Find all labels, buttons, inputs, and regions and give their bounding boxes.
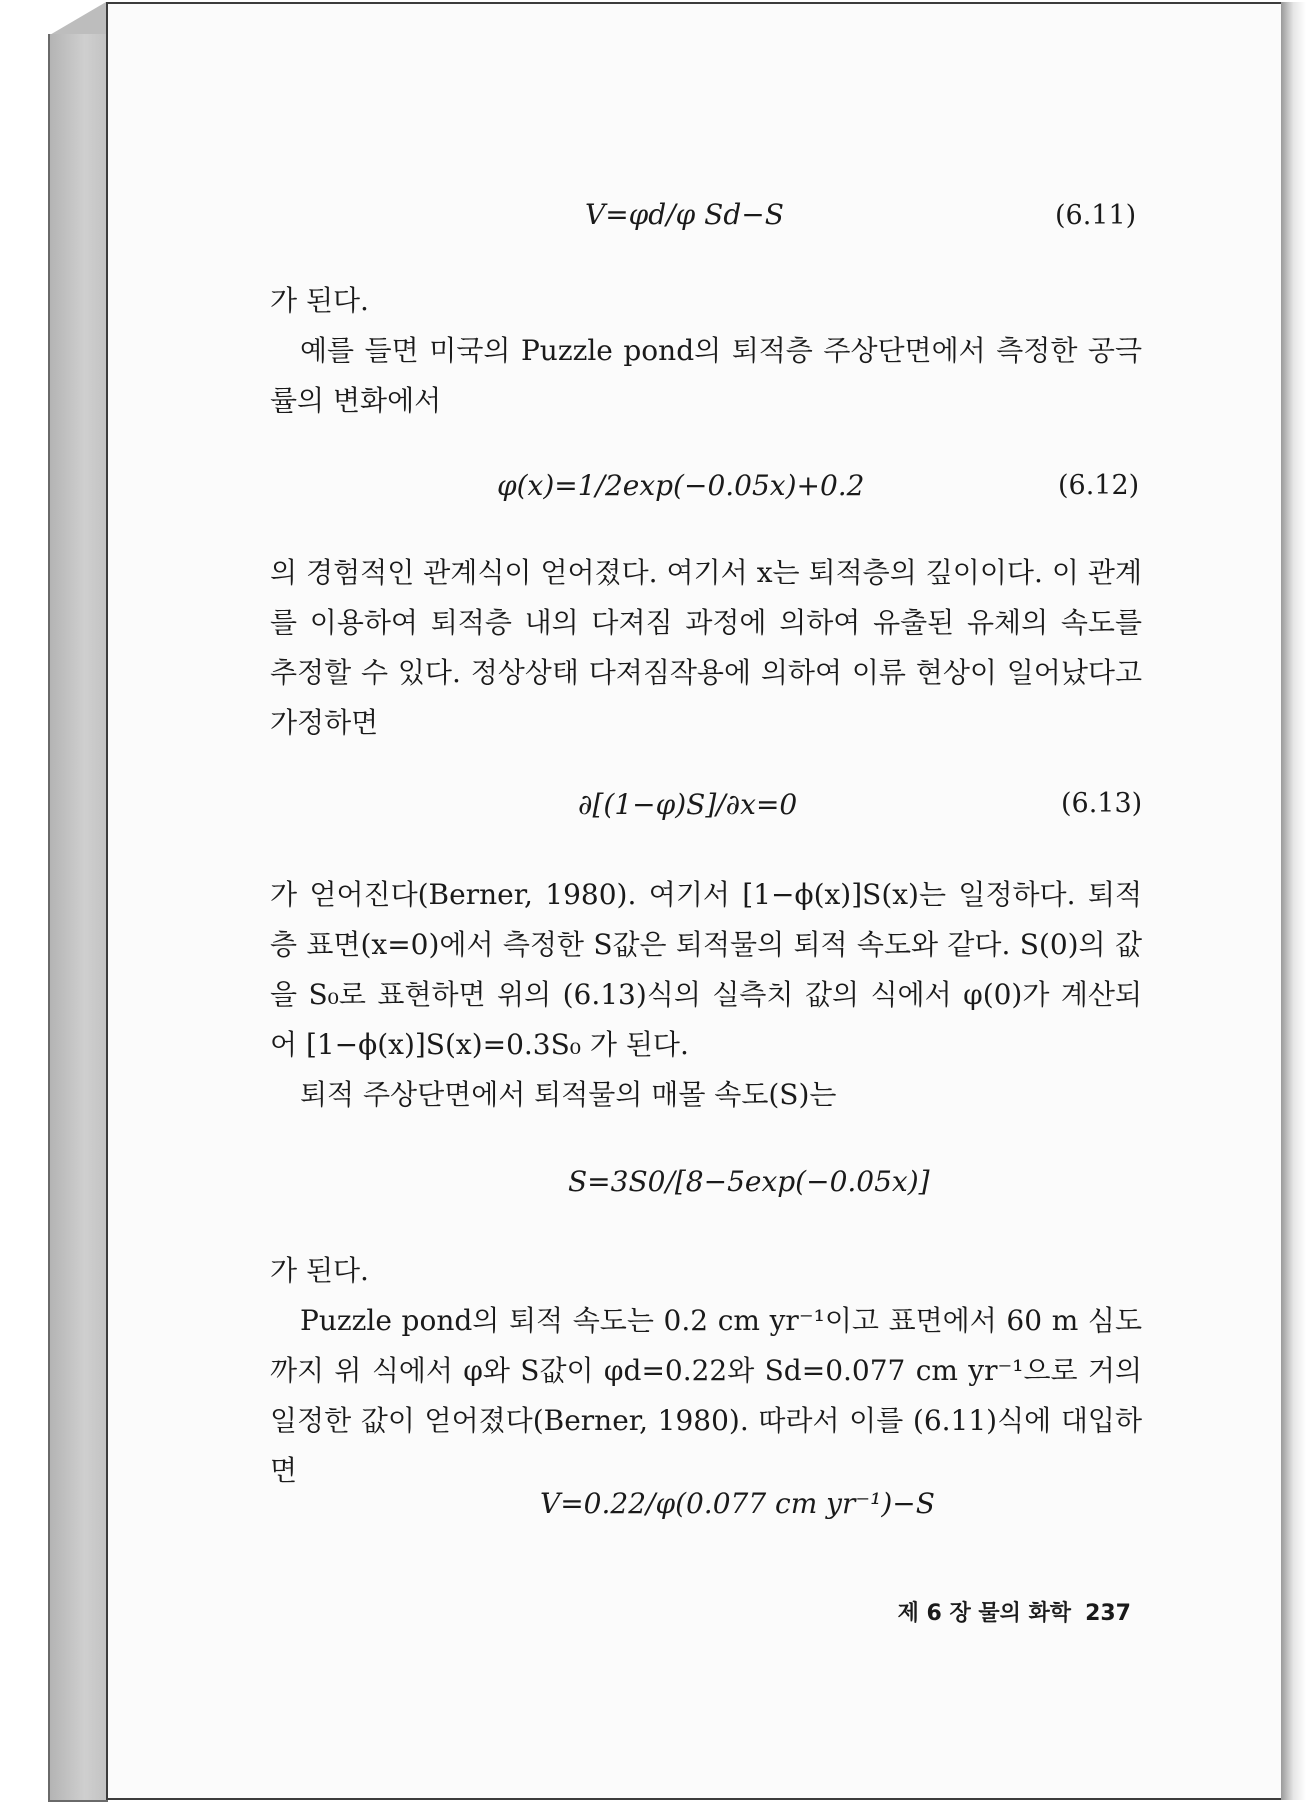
equation-burial-rate: S=3S0/[8−5exp(−0.05x)] (568, 1165, 930, 1198)
paragraph-7: Puzzle pond의 퇴적 속도는 0.2 cm yr⁻¹이고 표면에서 60 m 심도까지 위 식에서 φ와 S값이 φd=0.22와 Sd=0.077 cm yr⁻¹으로 거의 일정한 값이 얻어졌다(Berner, 1980). 따라서 이를 (6.11)식에 대입하면 (270, 1304, 1142, 1487)
equation-velocity: V=0.22/φ(0.077 cm yr⁻¹)−S (540, 1487, 935, 1520)
page-edge-shadow (1281, 2, 1306, 1800)
equation-number-6-12: (6.12) (1058, 470, 1140, 501)
paragraph-4: 가 얻어진다(Berner, 1980). 여기서 [1−ϕ(x)]S(x)는 일정하다. 퇴적층 표면(x=0)에서 측정한 S값은 퇴적물의 퇴적 속도와 같다. S(0)의 값을 S₀로 표현하면 위의 (6.13)식의 실측치 값의 식에서 φ(0)가 계산되어 [1−ϕ(x)]S(x)=0.3S₀ 가 된다. (270, 878, 1142, 1061)
page-number: 237 (1085, 1601, 1131, 1626)
page-footer (898, 1596, 1131, 1627)
equation-6-13: ∂[(1−φ)S]/∂x=0 (578, 788, 798, 821)
equation-number-6-11: (6.11) (1055, 200, 1137, 231)
paragraph-5: 퇴적 주상단면에서 퇴적물의 매몰 속도(S)는 (300, 1078, 837, 1111)
equation-number-6-13: (6.13) (1061, 788, 1143, 819)
paragraph-1: 가 된다. (270, 284, 369, 317)
book-spine-top (48, 2, 106, 36)
paragraph-2: 예를 들면 미국의 Puzzle pond의 퇴적층 주상단면에서 측정한 공극률의 변화에서 (270, 334, 1142, 417)
book-spine (48, 34, 108, 1802)
equation-6-11: V=φd/φ Sd−S (585, 198, 784, 231)
chapter-title: 제 6 장 물의 화학 (897, 1601, 1072, 1626)
paragraph-3: 의 경험적인 관계식이 얻어졌다. 여기서 x는 퇴적층의 깊이이다. 이 관계를 이용하여 퇴적층 내의 다져짐 과정에 의하여 유출된 유체의 속도를 추정할 수 있다. 정상상태 다져짐작용에 의하여 이류 현상이 일어났다고 가정하면 (270, 556, 1142, 739)
paragraph-6: 가 된다. (270, 1254, 369, 1287)
equation-6-12: φ(x)=1/2exp(−0.05x)+0.2 (497, 469, 865, 502)
